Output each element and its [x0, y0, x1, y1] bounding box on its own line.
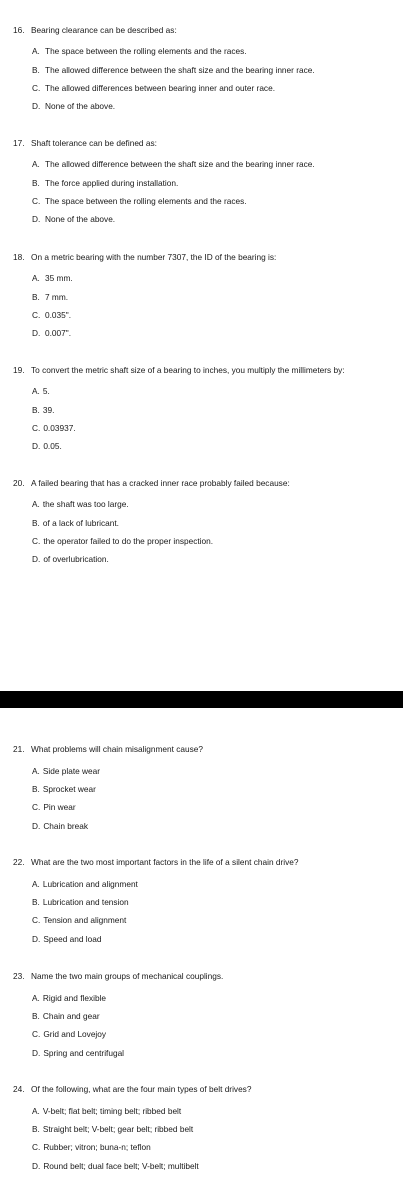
- option-b: B. Straight belt; V-belt; gear belt; ribbed belt: [32, 1124, 194, 1134]
- question-prompt: What are the two most important factors in the life of a silent chain drive?: [31, 857, 299, 867]
- option-d: D. 0.05.: [32, 441, 62, 451]
- question-text: [13, 857, 298, 868]
- option-b: B. Lubrication and tension: [32, 897, 129, 907]
- question-number: 16.: [13, 25, 25, 35]
- question-prompt: Shaft tolerance can be defined as:: [31, 138, 157, 148]
- option-a: A. Lubrication and alignment: [32, 879, 138, 889]
- option-c: C. 0.03937.: [32, 423, 76, 433]
- option-c: C. Tension and alignment: [32, 915, 127, 925]
- question-text: [13, 971, 223, 982]
- option-d: D. of overlubrication.: [32, 554, 109, 564]
- option-a: A. the shaft was too large.: [32, 499, 129, 509]
- option-b: B. 7 mm.: [32, 292, 69, 302]
- option-b: B. The allowed difference between the shaft size and the bearing inner race.: [32, 65, 315, 75]
- option-b: B. Sprocket wear: [32, 784, 96, 794]
- option-a: A. The allowed difference between the shaft size and the bearing inner race.: [32, 159, 315, 169]
- option-a: A. 5.: [32, 386, 50, 396]
- option-b: B. 39.: [32, 405, 55, 415]
- option-d: D. None of the above.: [32, 101, 116, 111]
- option-d: D. 0.007".: [32, 328, 72, 338]
- question-prompt: On a metric bearing with the number 7307, the ID of the bearing is:: [31, 252, 277, 262]
- page-break-divider: [0, 691, 403, 708]
- question-prompt: Bearing clearance can be described as:: [31, 25, 177, 35]
- option-c: C. 0.035".: [32, 310, 72, 320]
- question-number: 18.: [13, 252, 25, 262]
- question-number: 20.: [13, 478, 25, 488]
- option-c: C. The allowed differences between bearing inner and outer race.: [32, 83, 276, 93]
- question-number: 19.: [13, 365, 25, 375]
- option-d: D. Spring and centrifugal: [32, 1048, 125, 1058]
- question-prompt: Name the two main groups of mechanical couplings.: [31, 971, 224, 981]
- option-c: C. Rubber; vitron; buna-n; teflon: [32, 1142, 151, 1152]
- question-prompt: Of the following, what are the four main types of belt drives?: [31, 1084, 252, 1094]
- question-text: [13, 138, 157, 149]
- question-number: 17.: [13, 138, 25, 148]
- option-d: D. Round belt; dual face belt; V-belt; multibelt: [32, 1161, 199, 1171]
- option-b: B. of a lack of lubricant.: [32, 518, 119, 528]
- question-text: [13, 252, 276, 263]
- option-c: C. Grid and Lovejoy: [32, 1029, 107, 1039]
- question-text: [13, 1084, 251, 1095]
- option-d: D. Chain break: [32, 821, 89, 831]
- question-number: 24.: [13, 1084, 25, 1094]
- option-c: C. The space between the rolling elements and the races.: [32, 196, 247, 206]
- option-a: A. 35 mm.: [32, 273, 73, 283]
- option-c: C. Pin wear: [32, 802, 76, 812]
- option-a: A. V-belt; flat belt; timing belt; ribbed belt: [32, 1106, 182, 1116]
- option-b: B. Chain and gear: [32, 1011, 100, 1021]
- option-a: A. Rigid and flexible: [32, 993, 107, 1003]
- question-text: [13, 478, 290, 489]
- option-d: D. Speed and load: [32, 934, 102, 944]
- question-text: [13, 25, 177, 36]
- option-b: B. The force applied during installation.: [32, 178, 179, 188]
- question-number: 21.: [13, 744, 25, 754]
- option-c: C. the operator failed to do the proper inspection.: [32, 536, 214, 546]
- question-text: [13, 744, 203, 755]
- question-prompt: To convert the metric shaft size of a bearing to inches, you multiply the millimeters by:: [31, 365, 345, 375]
- option-a: A. The space between the rolling elements and the races.: [32, 46, 247, 56]
- question-prompt: A failed bearing that has a cracked inner race probably failed because:: [31, 478, 290, 488]
- question-number: 23.: [13, 971, 25, 981]
- question-number: 22.: [13, 857, 25, 867]
- question-prompt: What problems will chain misalignment cause?: [31, 744, 204, 754]
- question-text: [13, 365, 345, 376]
- option-a: A. Side plate wear: [32, 766, 101, 776]
- option-d: D. None of the above.: [32, 214, 116, 224]
